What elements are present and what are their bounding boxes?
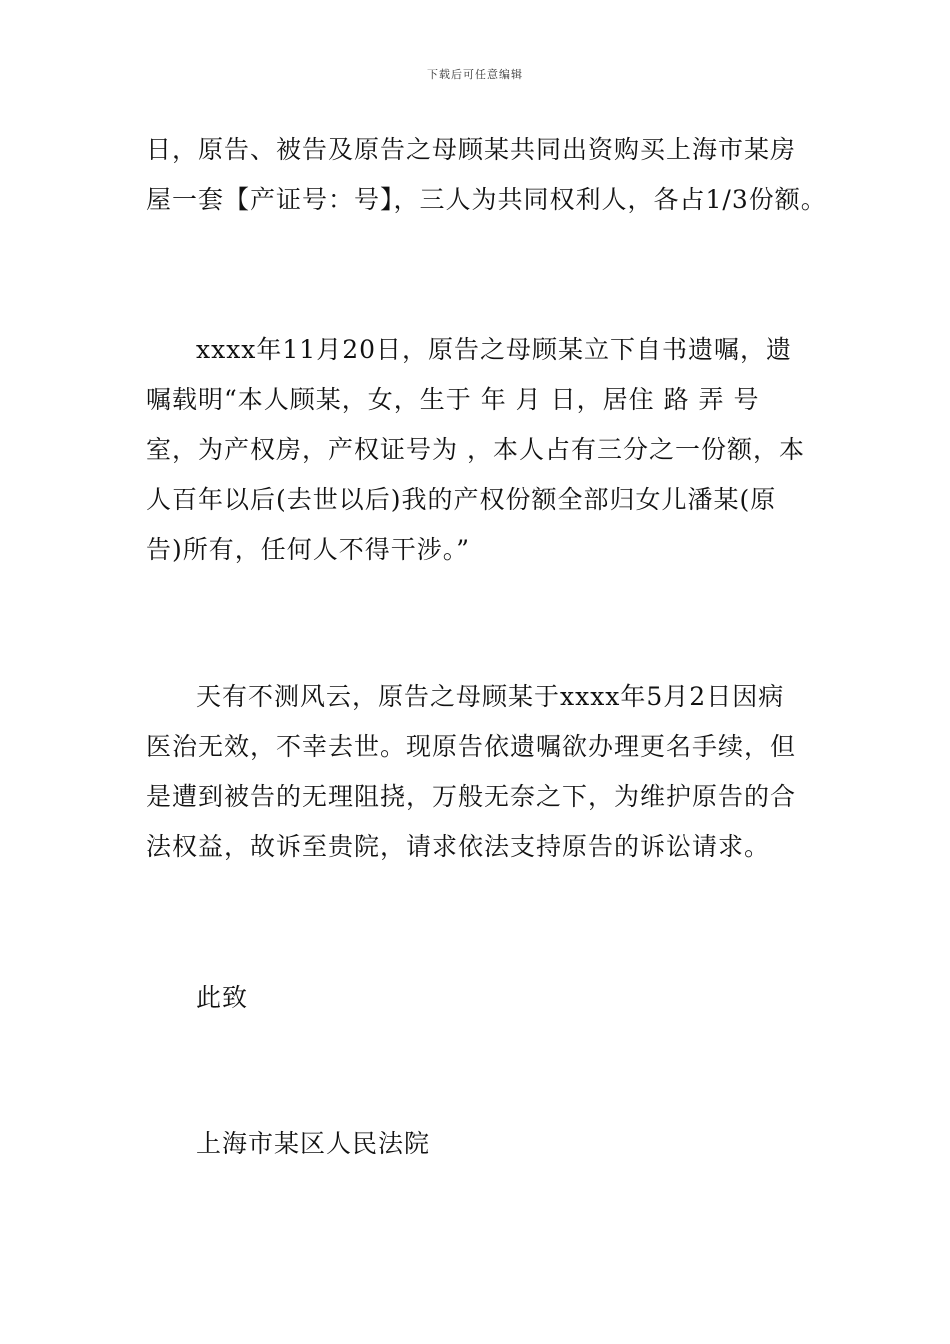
closing-salutation: 此致 bbox=[196, 983, 249, 1012]
paragraph-line: 天有不测风云，原告之母顾某于xxxx年5月2日因病 bbox=[196, 682, 785, 711]
paragraph-line: 法权益，故诉至贵院，请求依法支持原告的诉讼请求。 bbox=[146, 832, 771, 861]
paragraph-line: 嘱载明“本人顾某，女，生于 年 月 日，居住 路 弄 号 bbox=[146, 385, 760, 414]
paragraph-line: 人百年以后(去世以后)我的产权份额全部归女儿潘某(原 bbox=[146, 485, 777, 514]
paragraph-line: 屋一套【产证号：号】，三人为共同权利人，各占1/3份额。 bbox=[146, 185, 827, 214]
paragraph-line: xxxx年11月20日，原告之母顾某立下自书遗嘱，遗 bbox=[196, 335, 793, 364]
paragraph-line: 告)所有，任何人不得干涉。” bbox=[146, 535, 471, 564]
paragraph-line: 医治无效，不幸去世。现原告依遗嘱欲办理更名手续，但 bbox=[146, 732, 797, 761]
recipient-court: 上海市某区人民法院 bbox=[196, 1129, 431, 1158]
header-note: 下载后可任意编辑 bbox=[427, 68, 523, 81]
paragraph-line: 室，为产权房，产权证号为 ，本人占有三分之一份额，本 bbox=[146, 435, 805, 464]
paragraph-line: 是遭到被告的无理阻挠，万般无奈之下，为维护原告的合 bbox=[146, 782, 797, 811]
paragraph-line: 日，原告、被告及原告之母顾某共同出资购买上海市某房 bbox=[146, 135, 797, 164]
